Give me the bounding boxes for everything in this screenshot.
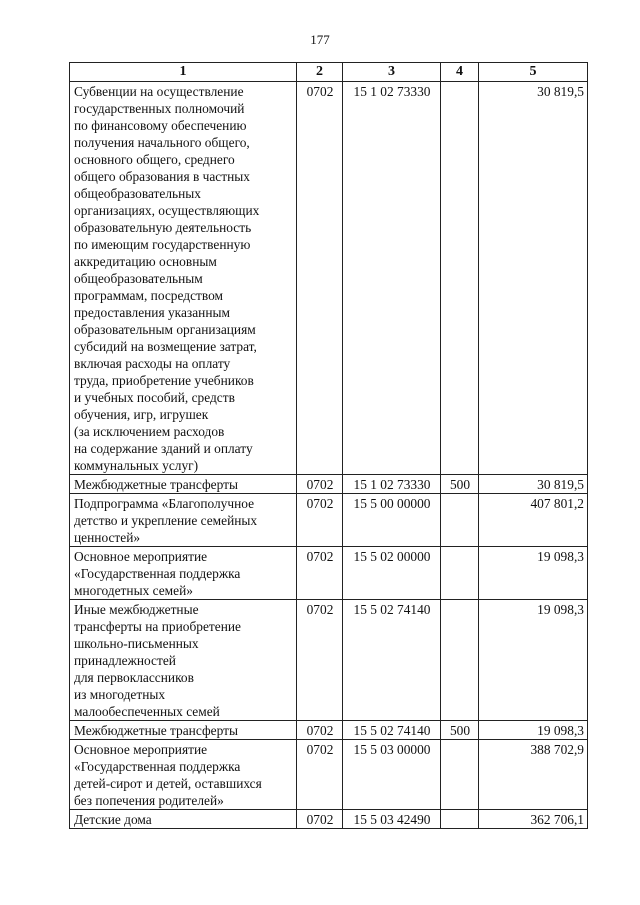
row-name-line: предоставления указанным (74, 305, 230, 320)
row-name-line: и учебных пособий, средств (74, 390, 235, 405)
target-article-cell: 15 1 02 73330 (343, 82, 441, 475)
amount-cell: 388 702,9 (479, 740, 588, 810)
row-name-cell (70, 475, 297, 494)
target-article-cell: 15 5 00 00000 (343, 494, 441, 547)
row-name-line: аккредитацию основным (74, 254, 217, 269)
header-row (70, 63, 588, 82)
budget-table (69, 62, 588, 829)
table-row (70, 82, 588, 475)
amount-cell: 19 098,3 (479, 721, 588, 740)
column-header-1: 1 (70, 63, 297, 82)
column-header-2: 2 (297, 63, 343, 82)
section-code-cell: 0702 (297, 494, 343, 547)
table-row (70, 740, 588, 810)
expense-type-cell (441, 82, 479, 475)
row-name-line: основного общего, среднего (74, 152, 235, 167)
row-name-line: государственных полномочий (74, 101, 245, 116)
row-name-line: программам, посредством (74, 288, 224, 303)
row-name-line: труда, приобретение учебников (74, 373, 254, 388)
amount-cell: 19 098,3 (479, 547, 588, 600)
expense-type-cell: 500 (441, 721, 479, 740)
row-name-line: «Государственная поддержка (74, 566, 241, 581)
amount-cell: 362 706,1 (479, 810, 588, 829)
row-name-cell (70, 494, 297, 547)
row-name-cell (70, 82, 297, 475)
row-name-line: ценностей» (74, 530, 141, 545)
expense-type-cell: 500 (441, 475, 479, 494)
section-code-cell: 0702 (297, 810, 343, 829)
row-name-line: Основное мероприятие (74, 742, 208, 757)
target-article-cell: 15 5 02 00000 (343, 547, 441, 600)
row-name-line: школьно-письменных (74, 636, 199, 651)
row-name-line: Основное мероприятие (74, 549, 208, 564)
row-name-line: «Государственная поддержка (74, 759, 241, 774)
column-header-4: 4 (441, 63, 479, 82)
table-body (70, 82, 588, 829)
table-row (70, 721, 588, 740)
table-row (70, 494, 588, 547)
section-code-cell: 0702 (297, 600, 343, 721)
row-name-line: многодетных семей» (74, 583, 193, 598)
target-article-cell: 15 5 03 42490 (343, 810, 441, 829)
row-name-line: включая расходы на оплату (74, 356, 231, 371)
target-article-cell: 15 5 03 00000 (343, 740, 441, 810)
row-name-line: принадлежностей (74, 653, 176, 668)
page-number: 177 (310, 32, 330, 47)
table-row (70, 600, 588, 721)
row-name-line: Межбюджетные трансферты (74, 723, 238, 738)
expense-type-cell (441, 600, 479, 721)
section-code-cell: 0702 (297, 721, 343, 740)
row-name-cell (70, 810, 297, 829)
section-code-cell: 0702 (297, 547, 343, 600)
row-name-line: образовательным организациям (74, 322, 256, 337)
row-name-line: Иные межбюджетные (74, 602, 199, 617)
expense-type-cell (441, 494, 479, 547)
expense-type-cell (441, 810, 479, 829)
table-header (70, 63, 588, 82)
section-code-cell: 0702 (297, 475, 343, 494)
row-name-line: трансферты на приобретение (74, 619, 241, 634)
table-row (70, 475, 588, 494)
row-name-cell (70, 600, 297, 721)
expense-type-cell (441, 547, 479, 600)
column-header-5: 5 (479, 63, 588, 82)
amount-cell: 407 801,2 (479, 494, 588, 547)
column-header-3: 3 (343, 63, 441, 82)
row-name-line: образовательную деятельность (74, 220, 252, 235)
row-name-line: получения начального общего, (74, 135, 250, 150)
amount-cell: 19 098,3 (479, 600, 588, 721)
row-name-line: из многодетных (74, 687, 166, 702)
row-name-line: общего образования в частных (74, 169, 250, 184)
row-name-line: коммунальных услуг) (74, 458, 199, 473)
row-name-line: по имеющим государственную (74, 237, 251, 252)
row-name-line: без попечения родителей» (74, 793, 224, 808)
amount-cell: 30 819,5 (479, 82, 588, 475)
row-name-line: Межбюджетные трансферты (74, 477, 238, 492)
row-name-line: субсидий на возмещение затрат, (74, 339, 257, 354)
row-name-line: для первоклассников (74, 670, 194, 685)
row-name-line: на содержание зданий и оплату (74, 441, 253, 456)
table-row (70, 810, 588, 829)
table-row (70, 547, 588, 600)
row-name-line: обучения, игр, игрушек (74, 407, 209, 422)
row-name-line: (за исключением расходов (74, 424, 225, 439)
target-article-cell: 15 1 02 73330 (343, 475, 441, 494)
amount-cell: 30 819,5 (479, 475, 588, 494)
row-name-line: организациях, осуществляющих (74, 203, 260, 218)
row-name-cell (70, 721, 297, 740)
row-name-line: Детские дома (74, 812, 152, 827)
expense-type-cell (441, 740, 479, 810)
row-name-line: детей-сирот и детей, оставшихся (74, 776, 262, 791)
row-name-line: по финансовому обеспечению (74, 118, 247, 133)
row-name-line: общеобразовательных (74, 186, 202, 201)
section-code-cell: 0702 (297, 740, 343, 810)
row-name-line: малообеспеченных семей (74, 704, 220, 719)
row-name-line: Субвенции на осуществление (74, 84, 244, 99)
target-article-cell: 15 5 02 74140 (343, 600, 441, 721)
row-name-line: детство и укрепление семейных (74, 513, 258, 528)
row-name-cell (70, 740, 297, 810)
row-name-cell (70, 547, 297, 600)
section-code-cell: 0702 (297, 82, 343, 475)
row-name-line: общеобразовательным (74, 271, 203, 286)
target-article-cell: 15 5 02 74140 (343, 721, 441, 740)
row-name-line: Подпрограмма «Благополучное (74, 496, 255, 511)
